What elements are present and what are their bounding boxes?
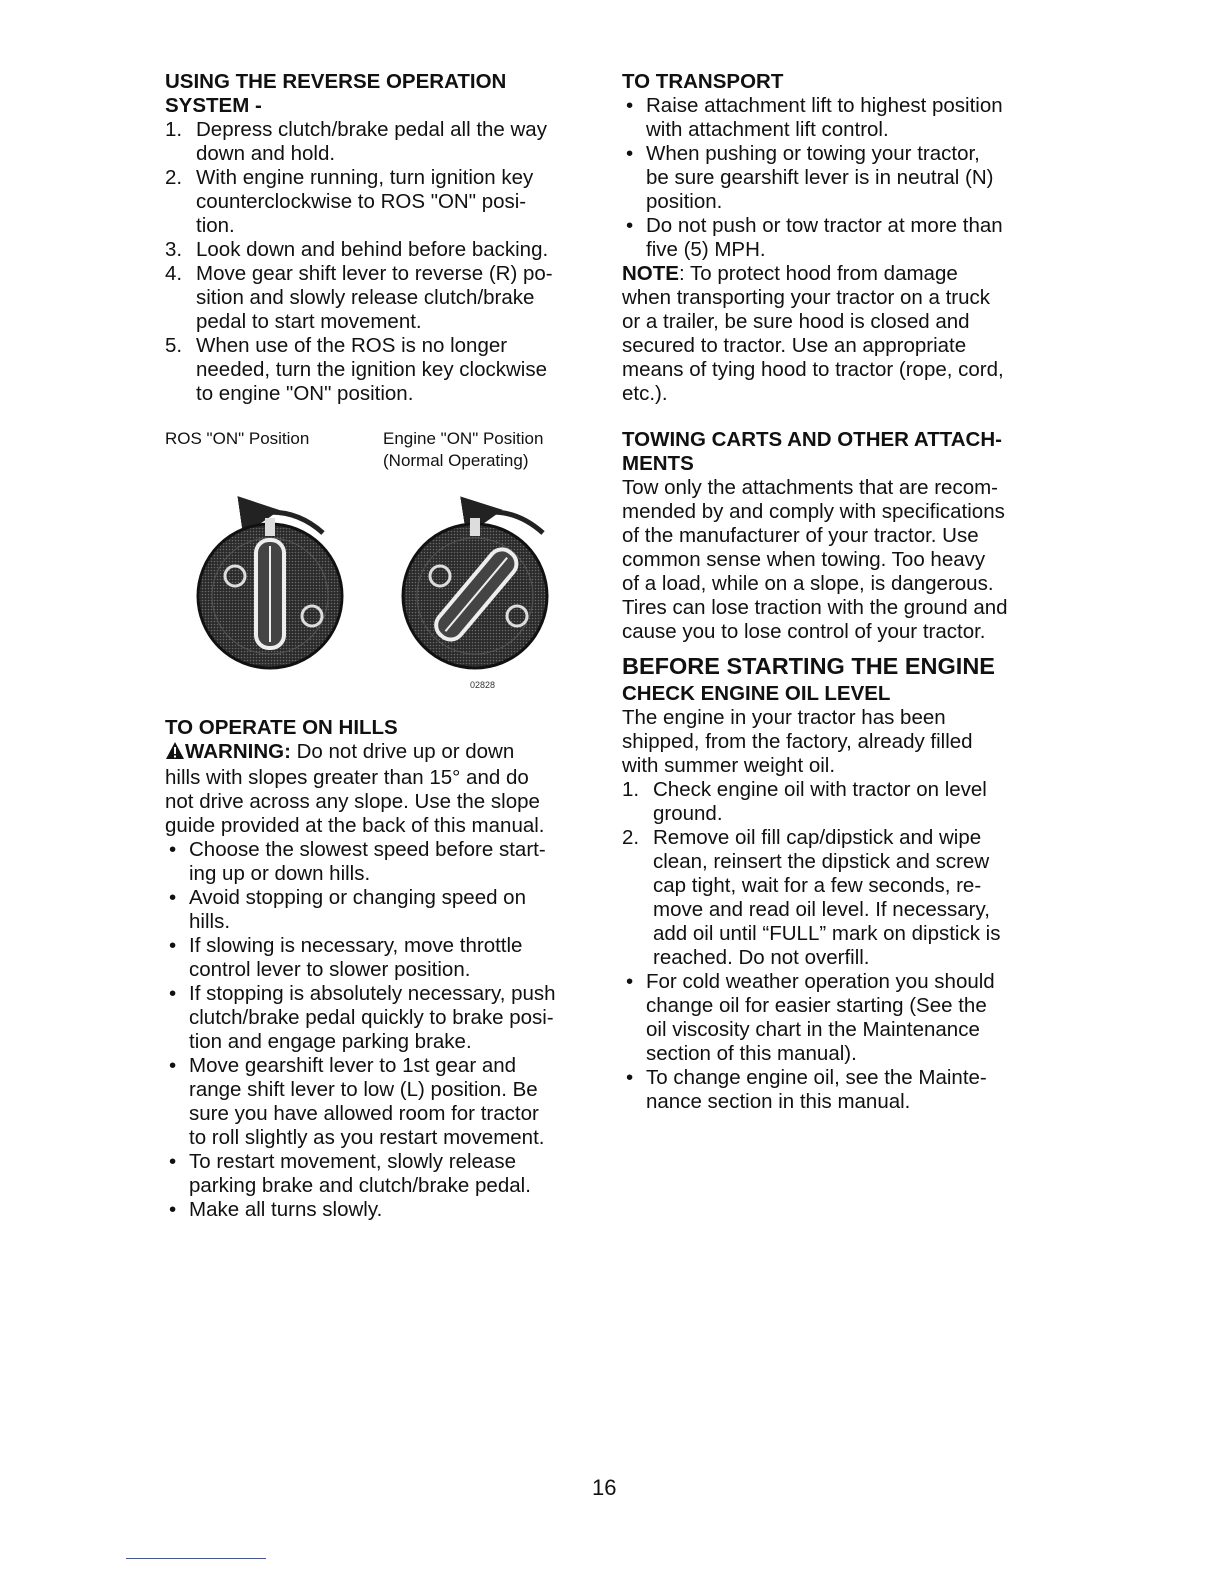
- note-paragraph: NOTE: To protect hood from damage when transporting your tractor on a truck or a trailer, be sure hood is closed and secured to tractor. Use an appropriate means of tying hood to tractor (rope, cord, etc.).: [622, 262, 1004, 405]
- before-starting-heading: BEFORE STARTING THE ENGINE: [622, 653, 995, 679]
- footer-rule: [126, 1558, 266, 1559]
- hills-heading: TO OPERATE ON HILLS: [165, 716, 398, 739]
- list-item: 1. Depress clutch/brake pedal all the way down and hold.: [165, 118, 547, 165]
- figure-code: 02828: [470, 680, 496, 690]
- engine-dial-icon: [403, 512, 547, 668]
- warning-label: WARNING:: [185, 740, 291, 763]
- list-item: • Choose the slowest speed before start- ing up or down hills.: [169, 838, 546, 885]
- list-item: • To restart movement, slowly release parking brake and clutch/brake pedal.: [169, 1150, 531, 1197]
- ros-heading: USING THE REVERSE OPERATION SYSTEM -: [165, 70, 507, 117]
- list-item: • Move gearshift lever to 1st gear and range shift lever to low (L) position. Be sure you have allowed room for tractor to roll slightly as you restart movement.: [169, 1054, 545, 1149]
- ros-dial-icon: [198, 512, 342, 668]
- warning-paragraph: WARNING: Do not drive up or down hills with slopes greater than 15° and do not drive across any slope. Use the slope guide provided at the back of this manual.: [165, 740, 545, 837]
- transport-heading: TO TRANSPORT: [622, 70, 784, 93]
- list-item: 2. Remove oil fill cap/dipstick and wipe clean, reinsert the dipstick and screw cap tight, wait for a few seconds, re- move and read oil level. If necessary, add oil until “FULL” mark on dipstick is reached. Do not overfill.: [622, 826, 1001, 969]
- warning-triangle-icon: [165, 741, 185, 766]
- note-label: NOTE: [622, 262, 679, 285]
- figure-captions: [165, 428, 595, 478]
- list-item: 3. Look down and behind before backing.: [165, 238, 549, 261]
- list-item: • When pushing or towing your tractor, be sure gearshift lever is in neutral (N) position.: [626, 142, 994, 213]
- list-item: 1. Check engine oil with tractor on level ground.: [622, 778, 987, 825]
- ros-on-caption: ROS "ON" Position: [165, 429, 310, 448]
- hills-bullets-list: [165, 838, 595, 1222]
- oil-steps-list: [622, 778, 1052, 970]
- page-number: 16: [592, 1475, 617, 1500]
- list-item: 2. With engine running, turn ignition key counterclockwise to ROS "ON" posi- tion.: [165, 166, 534, 237]
- oil-bullets-list: [622, 970, 1052, 1114]
- list-item: • Raise attachment lift to highest position with attachment lift control.: [626, 94, 1003, 141]
- left-column: [165, 70, 595, 1222]
- list-item: • For cold weather operation you should change oil for easier starting (See the oil viscosity chart in the Maintenance section of this manual).: [626, 970, 995, 1065]
- list-item: 5. When use of the ROS is no longer needed, turn the ignition key clockwise to engine "ON" position.: [165, 334, 547, 405]
- list-item: • Do not push or tow tractor at more than five (5) MPH.: [626, 214, 1003, 261]
- ignition-dials-illustration: [165, 488, 595, 698]
- list-item: • Avoid stopping or changing speed on hills.: [169, 886, 526, 933]
- oil-intro-paragraph: The engine in your tractor has been shipped, from the factory, already filled with summer weight oil.: [622, 706, 973, 777]
- towing-paragraph: Tow only the attachments that are recom- mended by and comply with specifications of the manufacturer of your tractor. Use common sense when towing. Too heavy of a load, while on a slope, is dangerous. Tires can lose traction with the ground and cause you to lose control of your tractor.: [622, 476, 1008, 643]
- list-item: • If slowing is necessary, move throttle control lever to slower position.: [169, 934, 523, 981]
- transport-bullets-list: [622, 94, 1052, 262]
- ros-steps-list: [165, 118, 595, 406]
- list-item: • If stopping is absolutely necessary, push clutch/brake pedal quickly to brake posi- tion and engage parking brake.: [169, 982, 556, 1053]
- ignition-switch-figure: [165, 488, 595, 698]
- towing-heading: TOWING CARTS AND OTHER ATTACH- MENTS: [622, 428, 1002, 475]
- engine-on-caption: Engine "ON" Position (Normal Operating): [383, 429, 544, 470]
- list-item: • To change engine oil, see the Mainte- nance section in this manual.: [626, 1066, 987, 1113]
- right-column: [622, 70, 1052, 1114]
- oil-level-heading: CHECK ENGINE OIL LEVEL: [622, 682, 891, 705]
- list-item: 4. Move gear shift lever to reverse (R) po- sition and slowly release clutch/brake pedal to start movement.: [165, 262, 553, 333]
- list-item: • Make all turns slowly.: [169, 1198, 383, 1221]
